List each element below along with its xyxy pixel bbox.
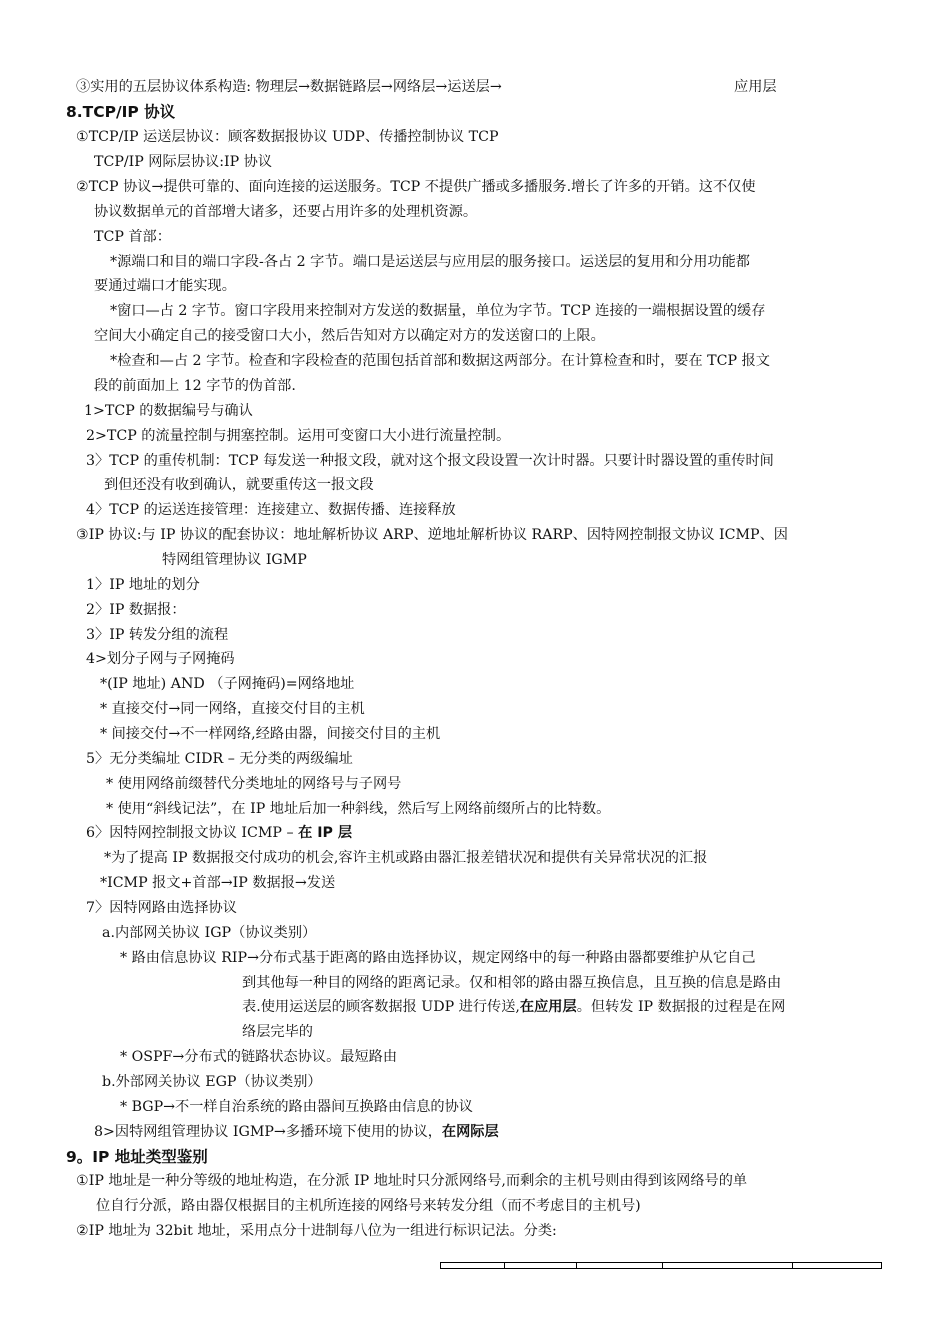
text-line: 位自行分派，路由器仅根据目的主机所连接的网络号来转发分组（而不考虑目的主机号) [96,1198,641,1214]
text-line: *窗口—占 2 字节。窗口字段用来控制对方发送的数据量，单位为字节。TCP 连接的一端根据设置的缓存 [110,303,766,319]
text-line: 络层完毕的 [242,1024,313,1040]
text-line: 特网组管理协议 IGMP [162,552,307,568]
rip-udp-line [242,998,785,1016]
text-line: 1>TCP 的数据编号与确认 [84,403,253,419]
five-layer-line [76,78,502,96]
text-line: 空间大小确定自己的接受窗口大小，然后告知对方以确定对方的发送窗口的上限。 [94,328,605,344]
text-line: 2>TCP 的流量控制与拥塞控制。运用可变窗口大小进行流量控制。 [86,428,511,444]
text-line: *(IP 地址) AND （子网掩码)=网络地址 [100,676,355,692]
bold-emphasis: 在应用层 [519,999,577,1015]
text-line: *源端口和目的端口字段-各占 2 字节。端口是运送层与应用层的服务接口。运送层的复用和分用功能都 [110,254,750,270]
text-line: *为了提高 IP 数据报交付成功的机会,容许主机或路由器汇报差错状况和提供有关异常状况的汇报 [104,850,708,866]
table-cell [793,1263,881,1268]
text-line: a.内部网关协议 IGP（协议类别） [102,925,317,941]
section-heading-tcpip: 8.TCP/IP 协议 [66,103,176,121]
text-line: 表.使用运送层的顾客数据报 UDP 进行传送, [242,999,520,1015]
text-line: * 使用网络前缀替代分类地址的网络号与子网号 [106,776,402,792]
text-line: 。但转发 IP 数据报的过程是在网 [576,999,786,1015]
text-line: ③IP 协议:与 IP 协议的配套协议：地址解析协议 ARP、逆地址解析协议 RARP、因特网控制报文协议 ICMP、因 [76,527,788,543]
text-line: 7〉因特网路由选择协议 [86,900,237,916]
text-line: TCP/IP 网际层协议:IP 协议 [94,154,273,170]
text-line: b.外部网关协议 EGP（协议类别） [102,1074,322,1090]
text-line: * 直接交付→同一网络，直接交付目的主机 [100,701,365,717]
section-heading-ip-address: 9。IP 地址类型鉴别 [66,1148,208,1166]
application-layer-text: 应用层 [734,79,777,95]
text-line: 要通过端口才能实现。 [94,278,236,294]
text-line: ③实用的五层协议体系构造: 物理层→数据链路层→网络层→运送层→ [76,79,502,95]
text-line: 8>因特网组管理协议 IGMP→多播环境下使用的协议， [94,1124,442,1140]
text-line: 到但还没有收到确认，就要重传这一报文段 [104,477,374,493]
text-line: 6〉因特网控制报文协议 ICMP – [86,825,294,841]
text-line: *检查和—占 2 字节。检查和字段检查的范围包括首部和数据这两部分。在计算检查和时，要在 TCP 报文 [110,353,770,369]
text-line: * 使用“斜线记法”，在 IP 地址后加一种斜线，然后写上网络前缀所占的比特数。 [106,801,611,817]
text-line: 3〉IP 转发分组的流程 [86,627,229,643]
text-line: * BGP→不一样自治系统的路由器间互换路由信息的协议 [120,1099,473,1115]
text-line: 5〉无分类编址 CIDR – 无分类的两级编址 [86,751,353,767]
text-line: ②IP 地址为 32bit 地址，采用点分十进制每八位为一组进行标识记法。分类: [76,1223,557,1239]
text-line: TCP 首部： [94,229,171,245]
text-line: * 路由信息协议 RIP→分布式基于距离的路由选择协议，规定网络中的每一种路由器都要维护从它自己 [120,950,756,966]
table-cell [663,1263,793,1268]
text-line: ①IP 地址是一种分等级的地址构造，在分派 IP 地址时只分派网络号,而剩余的主机号则由得到该网络号的单 [76,1173,748,1189]
text-line: 协议数据单元的首部增大诸多，还要占用许多的处理机资源。 [94,204,478,220]
text-line: 3〉TCP 的重传机制：TCP 每发送一种报文段，就对这个报文段设置一次计时器。只要计时器设置的重传时间 [86,453,774,469]
text-line: ①TCP/IP 运送层协议：顾客数据报协议 UDP、传播控制协议 TCP [76,129,499,145]
text-line: 到其他每一种目的网络的距离记录。仅和相邻的路由器互换信息，且互换的信息是路由 [242,975,782,991]
text-line: 2〉IP 数据报： [86,602,186,618]
table-cell [505,1263,577,1268]
text-line: 段的前面加上 12 字节的伪首部. [94,378,296,394]
ip-class-table-border [440,1262,882,1269]
text-line: * 间接交付→不一样网络,经路由器，间接交付目的主机 [100,726,441,742]
text-line: 4〉TCP 的运送连接管理：连接建立、数据传播、连接释放 [86,502,456,518]
text-line: ②TCP 协议→提供可靠的、面向连接的运送服务。TCP 不提供广播或多播服务.增长了许多的开销。这不仅使 [76,179,756,195]
text-line: * OSPF→分布式的链路状态协议。最短路由 [120,1049,398,1065]
text-line: *ICMP 报文+首部→IP 数据报→发送 [100,875,336,891]
text-line: 4>划分子网与子网掩码 [86,651,235,667]
igmp-line [94,1123,499,1141]
bold-emphasis: 在网际层 [441,1124,499,1140]
table-cell [577,1263,663,1268]
bold-emphasis: 在 IP 层 [298,825,353,841]
text-line: 1〉IP 地址的划分 [86,577,200,593]
icmp-line [86,824,352,842]
table-cell [441,1263,505,1268]
